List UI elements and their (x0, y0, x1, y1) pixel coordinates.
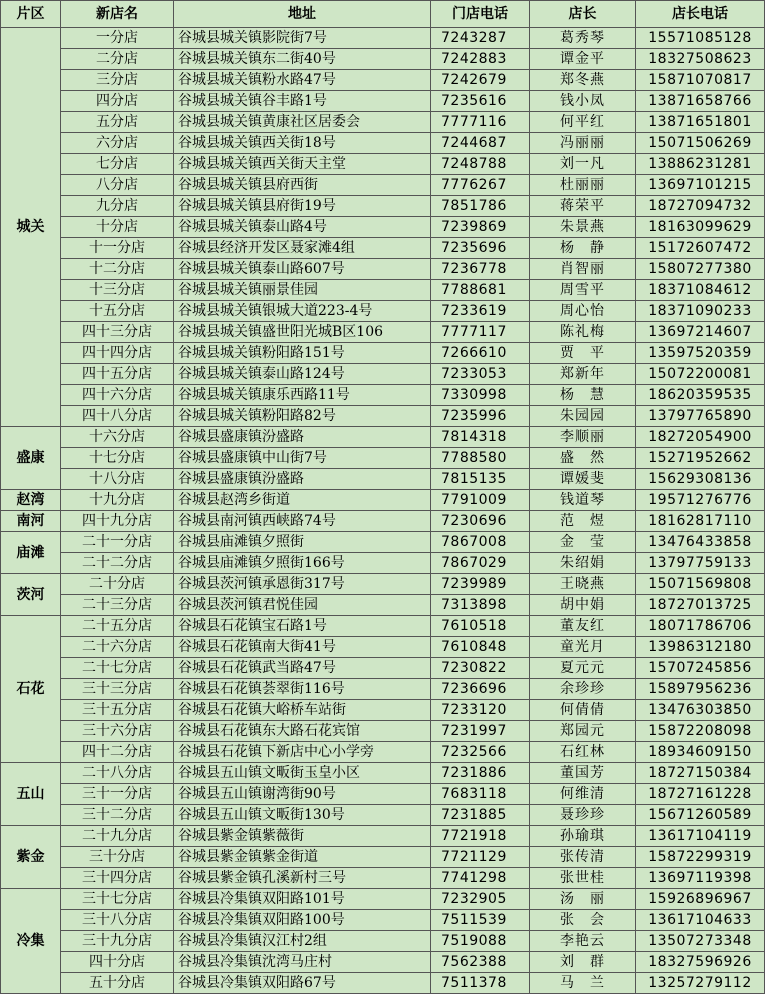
manager-cell: 胡中娟 (530, 595, 636, 616)
header-store-phone: 门店电话 (431, 1, 530, 28)
table-row (1, 805, 765, 826)
address-cell: 谷城县茨河镇君悦佳园 (174, 595, 431, 616)
store-phone-cell: 7721918 (431, 826, 530, 847)
manager-phone-cell: 15571085128 (636, 28, 765, 49)
manager-phone-cell: 13697101215 (636, 175, 765, 196)
store-phone-cell: 7242883 (431, 49, 530, 70)
address-cell: 谷城县石花镇荟翠街116号 (174, 679, 431, 700)
address-cell: 谷城县五山镇文畈街130号 (174, 805, 431, 826)
header-area: 片区 (1, 1, 61, 28)
table-row (1, 427, 765, 448)
manager-phone-cell: 15271952662 (636, 448, 765, 469)
store-name-cell: 四十三分店 (61, 322, 174, 343)
address-cell: 谷城县城关镇银城大道223-4号 (174, 301, 431, 322)
table-row (1, 490, 765, 511)
table-row (1, 280, 765, 301)
address-cell: 谷城县石花镇宝石路1号 (174, 616, 431, 637)
table-row (1, 910, 765, 931)
address-cell: 谷城县城关镇县府西街 (174, 175, 431, 196)
store-name-cell: 四十八分店 (61, 406, 174, 427)
manager-phone-cell: 13886231281 (636, 154, 765, 175)
table-row (1, 28, 765, 49)
address-cell: 谷城县石花镇下新店中心小学旁 (174, 742, 431, 763)
store-phone-cell: 7330998 (431, 385, 530, 406)
store-name-cell: 四十五分店 (61, 364, 174, 385)
area-cell: 石花 (1, 616, 61, 763)
store-name-cell: 二十八分店 (61, 763, 174, 784)
address-cell: 谷城县城关镇康乐西路11号 (174, 385, 431, 406)
store-name-cell: 十七分店 (61, 448, 174, 469)
header-manager-phone: 店长电话 (636, 1, 765, 28)
table-row (1, 847, 765, 868)
store-phone-cell: 7231886 (431, 763, 530, 784)
store-name-cell: 三十五分店 (61, 700, 174, 721)
address-cell: 谷城县城关镇西关街天主堂 (174, 154, 431, 175)
store-name-cell: 十五分店 (61, 301, 174, 322)
manager-cell: 朱景燕 (530, 217, 636, 238)
store-name-cell: 十九分店 (61, 490, 174, 511)
manager-cell: 张世桂 (530, 868, 636, 889)
address-cell: 谷城县紫金镇紫薇街 (174, 826, 431, 847)
store-phone-cell: 7239869 (431, 217, 530, 238)
manager-cell: 钱小凤 (530, 91, 636, 112)
manager-phone-cell: 19571276776 (636, 490, 765, 511)
store-name-cell: 二十五分店 (61, 616, 174, 637)
address-cell: 谷城县经济开发区聂家滩4组 (174, 238, 431, 259)
store-name-cell: 三十分店 (61, 847, 174, 868)
address-cell: 谷城县五山镇文畈街玉皇小区 (174, 763, 431, 784)
table-row (1, 931, 765, 952)
table-row (1, 154, 765, 175)
address-cell: 谷城县南河镇西峡路74号 (174, 511, 431, 532)
manager-cell: 盛 然 (530, 448, 636, 469)
store-phone-cell: 7235616 (431, 91, 530, 112)
manager-cell: 董友红 (530, 616, 636, 637)
manager-cell: 杨 静 (530, 238, 636, 259)
store-phone-cell: 7236778 (431, 259, 530, 280)
store-name-cell: 五分店 (61, 112, 174, 133)
table-row (1, 175, 765, 196)
store-phone-cell: 7851786 (431, 196, 530, 217)
table-row (1, 784, 765, 805)
table-row (1, 364, 765, 385)
manager-phone-cell: 18071786706 (636, 616, 765, 637)
table-row (1, 70, 765, 91)
manager-phone-cell: 15172607472 (636, 238, 765, 259)
store-phone-cell: 7867008 (431, 532, 530, 553)
manager-cell: 石红林 (530, 742, 636, 763)
manager-cell: 钱道琴 (530, 490, 636, 511)
manager-phone-cell: 13697214607 (636, 322, 765, 343)
address-cell: 谷城县城关镇粉阳路151号 (174, 343, 431, 364)
manager-cell: 杨 慧 (530, 385, 636, 406)
store-name-cell: 三十九分店 (61, 931, 174, 952)
address-cell: 谷城县城关镇泰山路124号 (174, 364, 431, 385)
area-cell: 五山 (1, 763, 61, 826)
manager-cell: 郑新年 (530, 364, 636, 385)
address-cell: 谷城县城关镇县府街19号 (174, 196, 431, 217)
manager-cell: 朱绍娟 (530, 553, 636, 574)
table-row (1, 322, 765, 343)
manager-phone-cell: 18727013725 (636, 595, 765, 616)
address-cell: 谷城县石花镇南大街41号 (174, 637, 431, 658)
store-phone-cell: 7248788 (431, 154, 530, 175)
manager-phone-cell: 15872299319 (636, 847, 765, 868)
manager-cell: 杜丽丽 (530, 175, 636, 196)
manager-phone-cell: 15871070817 (636, 70, 765, 91)
store-phone-cell: 7788580 (431, 448, 530, 469)
table-row (1, 133, 765, 154)
store-name-cell: 四十九分店 (61, 511, 174, 532)
header-row (1, 1, 765, 28)
store-name-cell: 三十六分店 (61, 721, 174, 742)
table-row (1, 301, 765, 322)
store-name-cell: 二十一分店 (61, 532, 174, 553)
area-cell: 赵湾 (1, 490, 61, 511)
store-name-cell: 四十分店 (61, 952, 174, 973)
store-name-cell: 三十八分店 (61, 910, 174, 931)
store-phone-cell: 7867029 (431, 553, 530, 574)
manager-phone-cell: 13476433858 (636, 532, 765, 553)
manager-phone-cell: 18727150384 (636, 763, 765, 784)
store-phone-cell: 7232905 (431, 889, 530, 910)
table-row (1, 238, 765, 259)
address-cell: 谷城县冷集镇双阳路101号 (174, 889, 431, 910)
store-name-cell: 九分店 (61, 196, 174, 217)
table-row (1, 868, 765, 889)
manager-cell: 金 莹 (530, 532, 636, 553)
table-row (1, 196, 765, 217)
address-cell: 谷城县石花镇大峪桥车站街 (174, 700, 431, 721)
address-cell: 谷城县城关镇黄康社区居委会 (174, 112, 431, 133)
manager-phone-cell: 15072200081 (636, 364, 765, 385)
manager-phone-cell: 18327596926 (636, 952, 765, 973)
manager-phone-cell: 13797765890 (636, 406, 765, 427)
area-cell: 城关 (1, 28, 61, 427)
address-cell: 谷城县冷集镇双阳路100号 (174, 910, 431, 931)
store-name-cell: 二十六分店 (61, 637, 174, 658)
store-name-cell: 二十七分店 (61, 658, 174, 679)
address-cell: 谷城县紫金镇孔溪新村三号 (174, 868, 431, 889)
table-row (1, 763, 765, 784)
table-row (1, 112, 765, 133)
table-row (1, 448, 765, 469)
store-phone-cell: 7511378 (431, 973, 530, 994)
area-cell: 冷集 (1, 889, 61, 994)
manager-phone-cell: 13507273348 (636, 931, 765, 952)
address-cell: 谷城县城关镇谷丰路1号 (174, 91, 431, 112)
store-phone-cell: 7741298 (431, 868, 530, 889)
address-cell: 谷城县冷集镇沈湾马庄村 (174, 952, 431, 973)
store-name-cell: 十八分店 (61, 469, 174, 490)
store-name-cell: 三分店 (61, 70, 174, 91)
store-name-cell: 三十二分店 (61, 805, 174, 826)
address-cell: 谷城县城关镇丽景佳园 (174, 280, 431, 301)
table-row (1, 742, 765, 763)
store-name-cell: 二十九分店 (61, 826, 174, 847)
address-cell: 谷城县赵湾乡街道 (174, 490, 431, 511)
table-row (1, 595, 765, 616)
manager-cell: 葛秀琴 (530, 28, 636, 49)
address-cell: 谷城县盛康镇汾盛路 (174, 469, 431, 490)
address-cell: 谷城县盛康镇中山街7号 (174, 448, 431, 469)
store-phone-cell: 7230822 (431, 658, 530, 679)
manager-phone-cell: 18371090233 (636, 301, 765, 322)
manager-phone-cell: 15707245856 (636, 658, 765, 679)
manager-cell: 刘 群 (530, 952, 636, 973)
table-row (1, 952, 765, 973)
store-name-cell: 八分店 (61, 175, 174, 196)
address-cell: 谷城县紫金镇紫金街道 (174, 847, 431, 868)
manager-cell: 朱园园 (530, 406, 636, 427)
store-name-cell: 四十二分店 (61, 742, 174, 763)
manager-cell: 马 兰 (530, 973, 636, 994)
table-row (1, 700, 765, 721)
address-cell: 谷城县城关镇泰山路4号 (174, 217, 431, 238)
manager-phone-cell: 13697119398 (636, 868, 765, 889)
address-cell: 谷城县庙滩镇夕照街 (174, 532, 431, 553)
address-cell: 谷城县城关镇粉水路47号 (174, 70, 431, 91)
manager-cell: 汤 丽 (530, 889, 636, 910)
manager-phone-cell: 13871651801 (636, 112, 765, 133)
table-row (1, 532, 765, 553)
manager-cell: 范 煜 (530, 511, 636, 532)
store-phone-cell: 7776267 (431, 175, 530, 196)
store-phone-cell: 7239989 (431, 574, 530, 595)
area-cell: 南河 (1, 511, 61, 532)
manager-phone-cell: 13617104119 (636, 826, 765, 847)
store-phone-cell: 7230696 (431, 511, 530, 532)
manager-cell: 蒋荣平 (530, 196, 636, 217)
store-phone-cell: 7610848 (431, 637, 530, 658)
manager-cell: 肖智丽 (530, 259, 636, 280)
store-name-cell: 十二分店 (61, 259, 174, 280)
manager-phone-cell: 13871658766 (636, 91, 765, 112)
manager-cell: 何倩倩 (530, 700, 636, 721)
manager-phone-cell: 15897956236 (636, 679, 765, 700)
manager-cell: 郑园元 (530, 721, 636, 742)
table-row (1, 469, 765, 490)
store-phone-cell: 7233053 (431, 364, 530, 385)
store-name-cell: 六分店 (61, 133, 174, 154)
manager-phone-cell: 15807277380 (636, 259, 765, 280)
header-address: 地址 (174, 1, 431, 28)
address-cell: 谷城县庙滩镇夕照街166号 (174, 553, 431, 574)
store-phone-cell: 7313898 (431, 595, 530, 616)
store-phone-cell: 7235696 (431, 238, 530, 259)
table-row (1, 406, 765, 427)
table-row (1, 721, 765, 742)
table-row (1, 826, 765, 847)
manager-phone-cell: 13797759133 (636, 553, 765, 574)
store-phone-cell: 7232566 (431, 742, 530, 763)
store-name-cell: 五十分店 (61, 973, 174, 994)
table-row (1, 889, 765, 910)
table-row (1, 91, 765, 112)
header-manager: 店长 (530, 1, 636, 28)
manager-cell: 张 会 (530, 910, 636, 931)
store-name-cell: 四十四分店 (61, 343, 174, 364)
address-cell: 谷城县石花镇武当路47号 (174, 658, 431, 679)
manager-cell: 李艳云 (530, 931, 636, 952)
manager-phone-cell: 15071506269 (636, 133, 765, 154)
manager-cell: 何平红 (530, 112, 636, 133)
store-phone-cell: 7235996 (431, 406, 530, 427)
table-row (1, 637, 765, 658)
manager-cell: 董国芳 (530, 763, 636, 784)
address-cell: 谷城县城关镇盛世阳光城B区106 (174, 322, 431, 343)
address-cell: 谷城县石花镇东大路石花宾馆 (174, 721, 431, 742)
manager-cell: 谭金平 (530, 49, 636, 70)
store-name-cell: 三十四分店 (61, 868, 174, 889)
manager-phone-cell: 13986312180 (636, 637, 765, 658)
store-name-cell: 十六分店 (61, 427, 174, 448)
store-phone-cell: 7777116 (431, 112, 530, 133)
table-row (1, 574, 765, 595)
manager-phone-cell: 18727094732 (636, 196, 765, 217)
address-cell: 谷城县冷集镇汉江村2组 (174, 931, 431, 952)
store-phone-cell: 7610518 (431, 616, 530, 637)
store-phone-cell: 7233120 (431, 700, 530, 721)
store-phone-cell: 7788681 (431, 280, 530, 301)
table-row (1, 343, 765, 364)
store-phone-cell: 7814318 (431, 427, 530, 448)
address-cell: 谷城县盛康镇汾盛路 (174, 427, 431, 448)
manager-cell: 王晓燕 (530, 574, 636, 595)
manager-cell: 贾 平 (530, 343, 636, 364)
store-phone-cell: 7233619 (431, 301, 530, 322)
manager-phone-cell: 15872208098 (636, 721, 765, 742)
table-body (1, 28, 765, 994)
store-phone-cell: 7231885 (431, 805, 530, 826)
store-name-cell: 三十七分店 (61, 889, 174, 910)
manager-cell: 童光月 (530, 637, 636, 658)
manager-phone-cell: 18327508623 (636, 49, 765, 70)
manager-phone-cell: 18727161228 (636, 784, 765, 805)
manager-phone-cell: 13617104633 (636, 910, 765, 931)
manager-phone-cell: 18371084612 (636, 280, 765, 301)
store-name-cell: 四分店 (61, 91, 174, 112)
manager-cell: 周心怡 (530, 301, 636, 322)
store-name-cell: 三十三分店 (61, 679, 174, 700)
store-name-cell: 十一分店 (61, 238, 174, 259)
address-cell: 谷城县五山镇谢湾街90号 (174, 784, 431, 805)
area-cell: 盛康 (1, 427, 61, 490)
manager-phone-cell: 18163099629 (636, 217, 765, 238)
table-row (1, 217, 765, 238)
manager-cell: 郑冬燕 (530, 70, 636, 91)
store-phone-cell: 7242679 (431, 70, 530, 91)
store-name-cell: 二十分店 (61, 574, 174, 595)
store-phone-cell: 7562388 (431, 952, 530, 973)
table-row (1, 385, 765, 406)
area-cell: 庙滩 (1, 532, 61, 574)
manager-phone-cell: 18934609150 (636, 742, 765, 763)
store-name-cell: 十分店 (61, 217, 174, 238)
store-phone-cell: 7243287 (431, 28, 530, 49)
address-cell: 谷城县茨河镇承恩街317号 (174, 574, 431, 595)
manager-cell: 李顺丽 (530, 427, 636, 448)
store-phone-cell: 7721129 (431, 847, 530, 868)
store-phone-cell: 7683118 (431, 784, 530, 805)
store-phone-cell: 7266610 (431, 343, 530, 364)
address-cell: 谷城县冷集镇双阳路67号 (174, 973, 431, 994)
manager-cell: 余珍珍 (530, 679, 636, 700)
manager-cell: 冯丽丽 (530, 133, 636, 154)
store-name-cell: 七分店 (61, 154, 174, 175)
store-name-cell: 二十三分店 (61, 595, 174, 616)
manager-phone-cell: 15071569808 (636, 574, 765, 595)
store-phone-cell: 7244687 (431, 133, 530, 154)
store-phone-cell: 7231997 (431, 721, 530, 742)
table-row (1, 616, 765, 637)
manager-cell: 孙瑜琪 (530, 826, 636, 847)
area-cell: 紫金 (1, 826, 61, 889)
table-row (1, 658, 765, 679)
address-cell: 谷城县城关镇影院街7号 (174, 28, 431, 49)
manager-phone-cell: 18162817110 (636, 511, 765, 532)
address-cell: 谷城县城关镇西关街18号 (174, 133, 431, 154)
table-row (1, 553, 765, 574)
manager-phone-cell: 15671260589 (636, 805, 765, 826)
manager-cell: 张传清 (530, 847, 636, 868)
store-phone-cell: 7236696 (431, 679, 530, 700)
store-name-cell: 二十二分店 (61, 553, 174, 574)
store-phone-cell: 7777117 (431, 322, 530, 343)
table-row (1, 49, 765, 70)
address-cell: 谷城县城关镇东二街40号 (174, 49, 431, 70)
store-name-cell: 二分店 (61, 49, 174, 70)
table-row (1, 973, 765, 994)
manager-cell: 陈礼梅 (530, 322, 636, 343)
address-cell: 谷城县城关镇粉阳路82号 (174, 406, 431, 427)
store-phone-cell: 7791009 (431, 490, 530, 511)
manager-phone-cell: 13476303850 (636, 700, 765, 721)
manager-cell: 夏元元 (530, 658, 636, 679)
store-name-cell: 一分店 (61, 28, 174, 49)
table-row (1, 679, 765, 700)
manager-phone-cell: 15926896967 (636, 889, 765, 910)
manager-phone-cell: 13257279112 (636, 973, 765, 994)
manager-phone-cell: 18620359535 (636, 385, 765, 406)
store-phone-cell: 7815135 (431, 469, 530, 490)
manager-cell: 聂珍珍 (530, 805, 636, 826)
address-cell: 谷城县城关镇泰山路607号 (174, 259, 431, 280)
manager-cell: 谭媛斐 (530, 469, 636, 490)
store-phone-cell: 7511539 (431, 910, 530, 931)
manager-phone-cell: 13597520359 (636, 343, 765, 364)
store-name-cell: 十三分店 (61, 280, 174, 301)
manager-cell: 周雪平 (530, 280, 636, 301)
manager-phone-cell: 15629308136 (636, 469, 765, 490)
manager-cell: 何维清 (530, 784, 636, 805)
manager-cell: 刘一凡 (530, 154, 636, 175)
area-cell: 茨河 (1, 574, 61, 616)
store-name-cell: 三十一分店 (61, 784, 174, 805)
header-store-name: 新店名 (61, 1, 174, 28)
manager-phone-cell: 18272054900 (636, 427, 765, 448)
store-phone-cell: 7519088 (431, 931, 530, 952)
table-row (1, 259, 765, 280)
table-row (1, 511, 765, 532)
store-name-cell: 四十六分店 (61, 385, 174, 406)
